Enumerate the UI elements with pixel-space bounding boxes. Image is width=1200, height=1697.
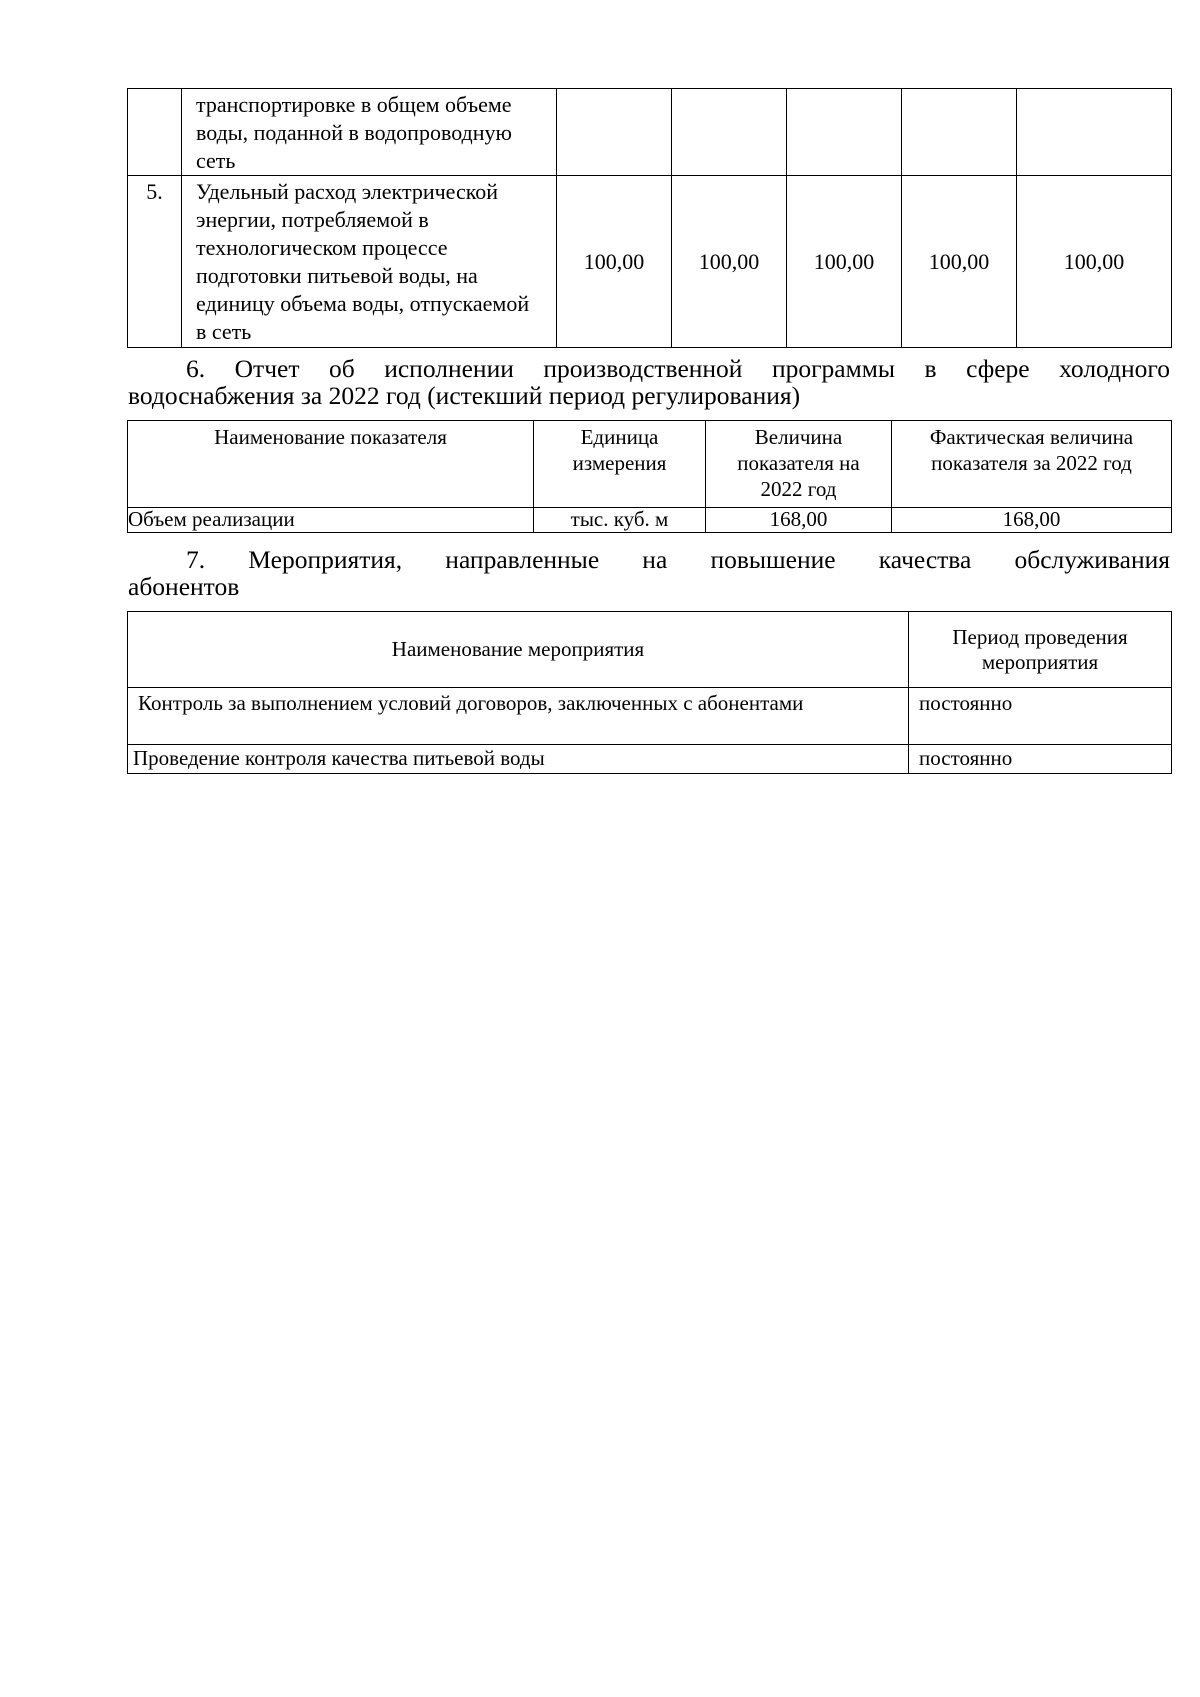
indicators-table bbox=[127, 88, 1172, 348]
value-cell bbox=[787, 89, 902, 176]
indicator-name bbox=[182, 176, 557, 348]
header-line: мероприятия bbox=[981, 649, 1099, 674]
indicator-name-line: энергии, потребляемой в bbox=[196, 207, 429, 232]
value-cell bbox=[902, 89, 1017, 176]
header-plan-value bbox=[706, 421, 892, 508]
table-row bbox=[128, 508, 1172, 533]
header-indicator-name: Наименование показателя bbox=[128, 421, 534, 508]
header-period bbox=[909, 612, 1172, 688]
table-row bbox=[128, 745, 1172, 774]
indicator-name-line: технологическом процессе bbox=[196, 235, 448, 260]
section-6-heading bbox=[128, 355, 1170, 409]
header-line: измерения bbox=[572, 451, 667, 475]
header-line: Величина bbox=[754, 425, 843, 449]
unit-cell: тыс. куб. м bbox=[534, 508, 706, 533]
header-line: Единица bbox=[580, 425, 659, 449]
table-header-row bbox=[128, 612, 1172, 688]
table-row bbox=[128, 89, 1172, 176]
indicator-name-line: Удельный расход электрической bbox=[196, 179, 499, 204]
row-number: 5. bbox=[128, 176, 182, 348]
header-line: показателя на bbox=[737, 451, 860, 475]
heading-line: водоснабжения за 2022 год (истекший период регулирования) bbox=[128, 381, 801, 410]
heading-line: абонентов bbox=[128, 572, 240, 601]
header-line: Фактическая величина bbox=[929, 425, 1134, 449]
indicator-name-line: единицу объема воды, отпускаемой bbox=[196, 291, 530, 316]
value-cell: 100,00 bbox=[557, 176, 672, 348]
indicator-name bbox=[182, 89, 557, 176]
plan-value-cell: 168,00 bbox=[706, 508, 892, 533]
period-cell: постоянно bbox=[909, 745, 1172, 774]
value-cell: 100,00 bbox=[1017, 176, 1172, 348]
value-cell bbox=[1017, 89, 1172, 176]
value-cell: 100,00 bbox=[787, 176, 902, 348]
table-row bbox=[128, 688, 1172, 745]
header-unit bbox=[534, 421, 706, 508]
measure-name: Контроль за выполнением условий договоров, заключенных с абонентами bbox=[128, 688, 909, 745]
header-measure-name: Наименование мероприятия bbox=[128, 612, 909, 688]
fact-value-cell: 168,00 bbox=[892, 508, 1172, 533]
heading-line: 7. Мероприятия, направленные на повышение качества обслуживания bbox=[186, 545, 1170, 574]
heading-line: 6. Отчет об исполнении производственной программы в сфере холодного bbox=[186, 354, 1170, 383]
indicator-name: Объем реализации bbox=[128, 508, 534, 533]
row-number bbox=[128, 89, 182, 176]
value-cell bbox=[672, 89, 787, 176]
value-cell: 100,00 bbox=[902, 176, 1017, 348]
indicator-name-line: воды, поданной в водопроводную bbox=[196, 120, 512, 145]
measure-name: Проведение контроля качества питьевой воды bbox=[128, 745, 909, 774]
service-measures-table bbox=[127, 611, 1172, 774]
indicator-name-line: в сеть bbox=[196, 319, 252, 344]
header-line: 2022 год bbox=[760, 477, 837, 501]
value-cell bbox=[557, 89, 672, 176]
header-line: Период проведения bbox=[952, 624, 1128, 649]
table-header-row bbox=[128, 421, 1172, 508]
program-report-table bbox=[127, 420, 1172, 533]
value-cell: 100,00 bbox=[672, 176, 787, 348]
section-7-heading bbox=[128, 546, 1170, 600]
table-row bbox=[128, 176, 1172, 348]
indicator-name-line: подготовки питьевой воды, на bbox=[196, 263, 478, 288]
header-fact-value bbox=[892, 421, 1172, 508]
indicator-name-line: сеть bbox=[196, 148, 236, 173]
header-line: показателя за 2022 год bbox=[931, 451, 1132, 475]
indicator-name-line: транспортировке в общем объеме bbox=[196, 92, 512, 117]
period-cell: постоянно bbox=[909, 688, 1172, 745]
